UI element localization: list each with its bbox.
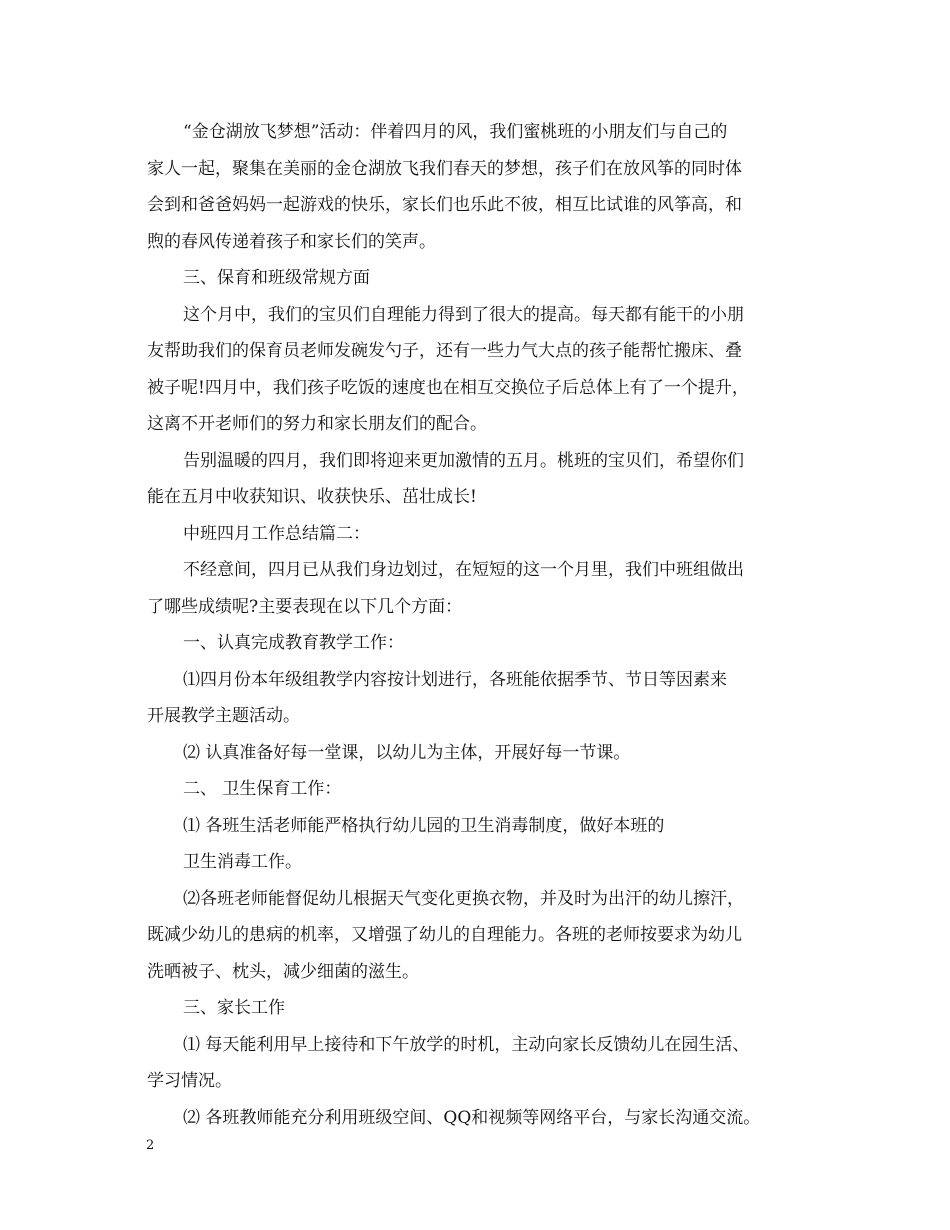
document-body xyxy=(147,114,815,1136)
text-line: ⑴四月份本年级组教学内容按计划进行，各班能依据季节、节日等因素来 xyxy=(183,669,727,690)
text-line: ⑵ 认真准备好每一堂课，以幼儿为主体，开展好每一节课。 xyxy=(183,742,631,763)
text-line: 洗晒被子、枕头，减少细菌的滋生。 xyxy=(147,961,419,982)
text-line: 这个月中，我们的宝贝们自理能力得到了很大的提高。每天都有能干的小朋 xyxy=(183,304,744,325)
text-line: 三、家长工作 xyxy=(183,998,285,1018)
text-line: 友帮助我们的保育员老师发碗发勺子，还有一些力气大点的孩子能帮忙搬床、叠 xyxy=(147,341,742,361)
page-number: 2 xyxy=(146,1138,155,1153)
text-line: ⑴ 每天能利用早上接待和下午放学的时机，主动向家长反馈幼儿在园生活、 xyxy=(183,1034,750,1055)
text-line: 一、认真完成教育教学工作： xyxy=(183,633,404,653)
text-line: 既减少幼儿的患病的机率，又增强了幼儿的自理能力。各班的老师按要求为幼儿 xyxy=(147,925,742,945)
text-line: 告别温暖的四月，我们即将迎来更加激情的五月。桃班的宝贝们，希望你们 xyxy=(183,450,744,471)
text-line: 会到和爸爸妈妈一起游戏的快乐，家长们也乐此不彼，相互比试谁的风筝高，和 xyxy=(147,195,742,215)
text-line: 中班四月工作总结篇二： xyxy=(183,523,370,544)
text-line: 开展教学主题活动。 xyxy=(147,706,300,726)
text-line: ⑵ 各班教师能充分利用班级空间、QQ和视频等网络平台，与家长沟通交流。 xyxy=(183,1107,761,1128)
text-line: “金仓湖放飞梦想”活动：伴着四月的风，我们蜜桃班的小朋友们与自己的 xyxy=(183,122,728,142)
text-line: ⑵各班老师能督促幼儿根据天气变化更换衣物，并及时为出汗的幼儿擦汗， xyxy=(183,888,744,909)
text-line: 家人一起，聚集在美丽的金仓湖放飞我们春天的梦想，孩子们在放风筝的同时体 xyxy=(147,158,742,179)
text-line: 能在五月中收获知识、收获快乐、茁壮成长! xyxy=(147,487,477,507)
text-line: 煦的春风传递着孩子和家长们的笑声。 xyxy=(147,231,436,252)
text-line: 卫生消毒工作。 xyxy=(183,852,302,872)
text-line: ⑴ 各班生活老师能严格执行幼儿园的卫生消毒制度，做好本班的 xyxy=(183,815,665,836)
text-line: 三、保育和班级常规方面 xyxy=(183,268,370,288)
text-line: 了哪些成绩呢?主要表现在以下几个方面： xyxy=(147,596,463,617)
text-line: 不经意间，四月已从我们身边划过，在短短的这一个月里，我们中班组做出 xyxy=(183,560,744,580)
text-line: 学习情况。 xyxy=(147,1071,232,1091)
text-line: 被子呢!四月中，我们孩子吃饭的速度也在相互交换位子后总体上有了一个提升， xyxy=(147,377,749,398)
text-line: 这离不开老师们的努力和家长朋友们的配合。 xyxy=(147,414,487,434)
text-line: 二、 卫生保育工作： xyxy=(183,779,342,799)
